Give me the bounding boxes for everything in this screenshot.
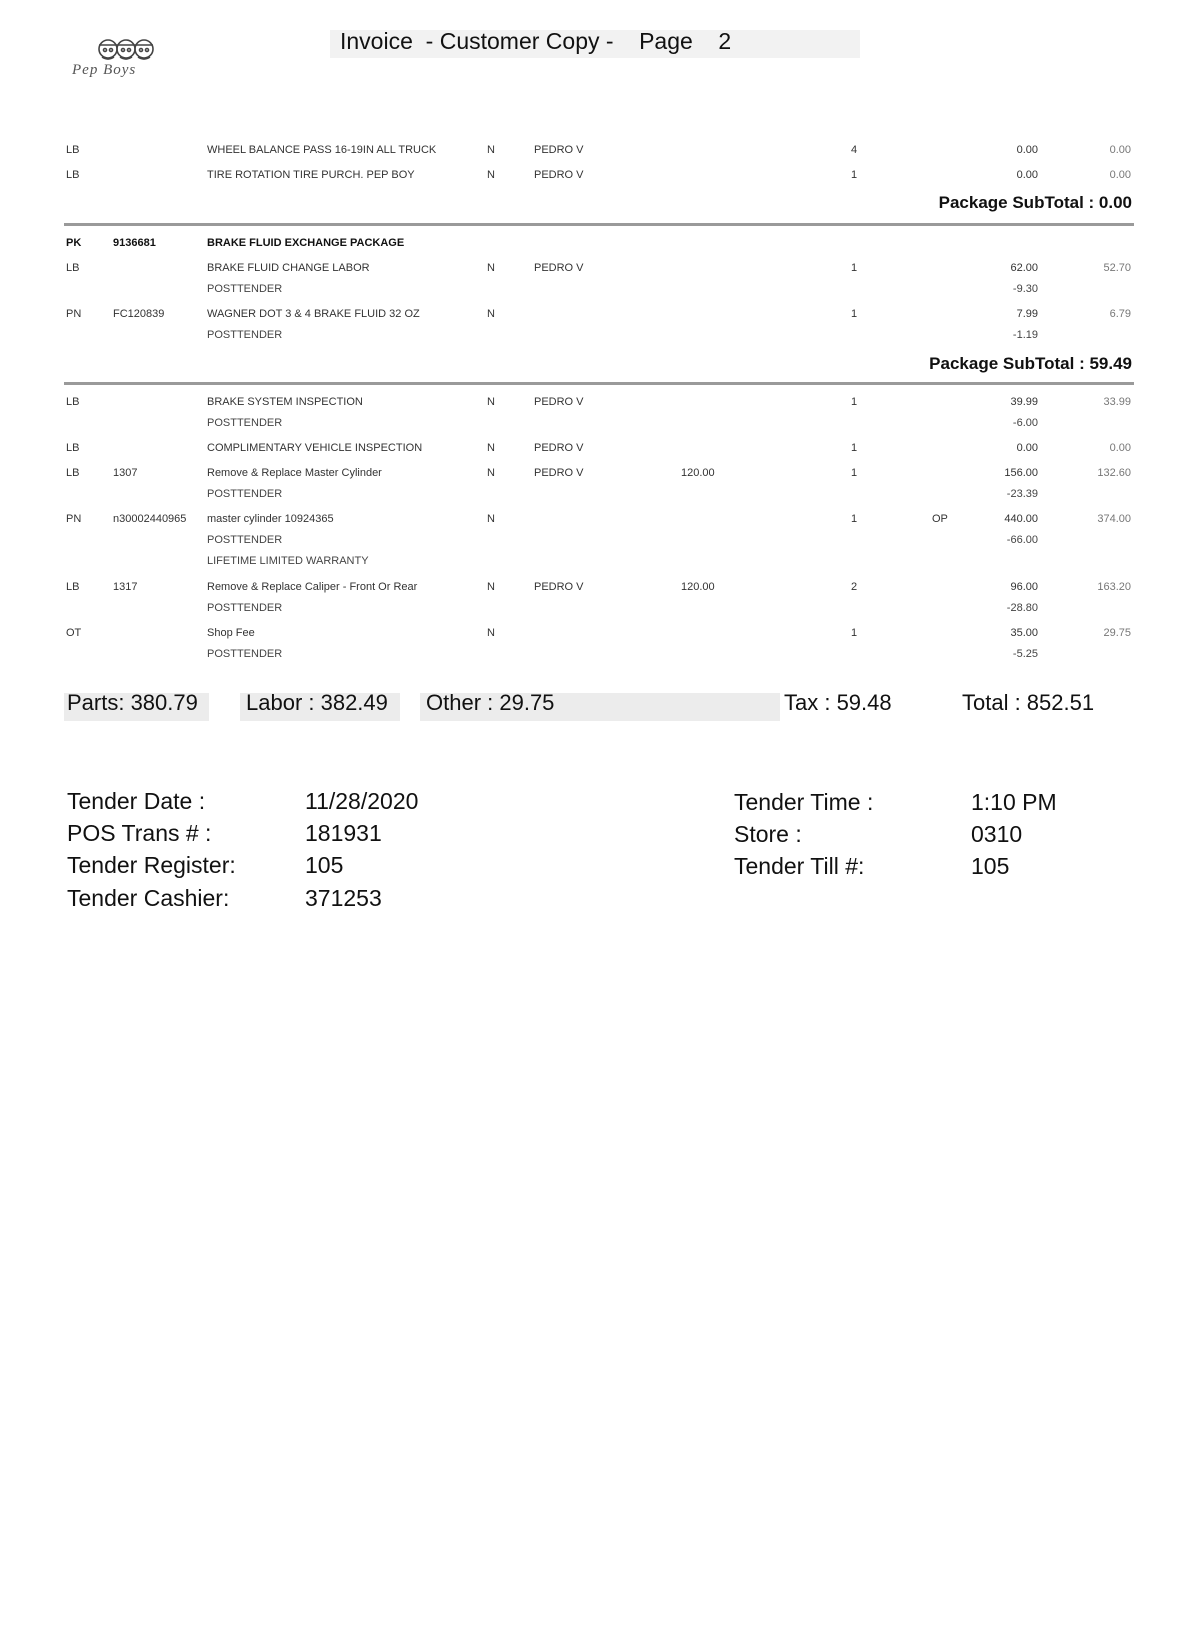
line-quantity: 1 <box>851 467 858 479</box>
line-item <box>0 627 1200 669</box>
line-price: 0.00 <box>1016 144 1038 156</box>
line-description: BRAKE FLUID CHANGE LABOR <box>207 262 370 274</box>
line-note: POSTTENDER <box>207 283 283 295</box>
line-discount: -6.00 <box>1012 417 1038 429</box>
line-note: POSTTENDER <box>207 417 283 429</box>
line-flag: N <box>487 396 495 408</box>
line-code: 9136681 <box>113 237 156 249</box>
line-item <box>0 442 1200 462</box>
line-technician: PEDRO V <box>534 467 584 479</box>
line-description: master cylinder 10924365 <box>207 513 334 525</box>
line-quantity: 2 <box>851 581 858 593</box>
line-note: POSTTENDER <box>207 602 283 614</box>
line-type: LB <box>66 169 80 181</box>
line-price: 35.00 <box>1010 627 1038 639</box>
line-code: 1307 <box>113 467 138 479</box>
line-price: 62.00 <box>1010 262 1038 274</box>
line-technician: PEDRO V <box>534 442 584 454</box>
line-quantity: 1 <box>851 627 858 639</box>
line-discount: -66.00 <box>1006 534 1038 546</box>
tender-time-label: Tender Time : <box>734 789 874 815</box>
line-flag: N <box>487 144 495 156</box>
line-note: POSTTENDER <box>207 488 283 500</box>
line-extended: 0.00 <box>1109 169 1131 181</box>
line-flag: N <box>487 467 495 479</box>
line-quantity: 1 <box>851 169 858 181</box>
line-technician: PEDRO V <box>534 396 584 408</box>
line-price: 440.00 <box>1004 513 1038 525</box>
line-description: Shop Fee <box>207 627 255 639</box>
line-item <box>0 581 1200 623</box>
line-description: Remove & Replace Caliper - Front Or Rear <box>207 581 418 593</box>
store-value: 0310 <box>971 821 1023 847</box>
line-warranty-note: LIFETIME LIMITED WARRANTY <box>207 555 369 567</box>
line-description: COMPLIMENTARY VEHICLE INSPECTION <box>207 442 423 454</box>
line-type: LB <box>66 442 80 454</box>
line-extended: 33.99 <box>1103 396 1131 408</box>
line-flag: N <box>487 169 495 181</box>
tender-date-label: Tender Date : <box>67 788 206 814</box>
line-technician: PEDRO V <box>534 262 584 274</box>
package-header-row <box>0 237 1200 257</box>
tender-register-label: Tender Register: <box>67 852 236 878</box>
line-flag: N <box>487 627 495 639</box>
line-code: 1317 <box>113 581 138 593</box>
line-description: Remove & Replace Master Cylinder <box>207 467 382 479</box>
pos-trans-label: POS Trans # : <box>67 820 212 846</box>
line-note: POSTTENDER <box>207 329 283 341</box>
grand-total: Total : 852.51 <box>962 690 1095 715</box>
package-subtotal: Package SubTotal : 59.49 <box>929 354 1132 373</box>
line-price: 0.00 <box>1016 442 1038 454</box>
line-type: LB <box>66 467 80 479</box>
line-description: WAGNER DOT 3 & 4 BRAKE FLUID 32 OZ <box>207 308 420 320</box>
logo-text: Pep Boys <box>72 62 137 78</box>
line-hours: 120.00 <box>681 581 715 593</box>
tender-cashier-label: Tender Cashier: <box>67 885 230 911</box>
line-flag: N <box>487 442 495 454</box>
parts-total: Parts: 380.79 <box>67 690 198 715</box>
line-description: BRAKE SYSTEM INSPECTION <box>207 396 363 408</box>
pos-trans-value: 181931 <box>305 820 382 846</box>
line-quantity: 1 <box>851 513 858 525</box>
line-price: 7.99 <box>1016 308 1038 320</box>
tender-cashier-value: 371253 <box>305 885 382 911</box>
line-extended: 0.00 <box>1109 144 1131 156</box>
line-quantity: 1 <box>851 396 858 408</box>
section-divider <box>64 223 1134 226</box>
line-item <box>0 396 1200 438</box>
other-total: Other : 29.75 <box>426 690 555 715</box>
line-price: 39.99 <box>1010 396 1038 408</box>
line-discount: -1.19 <box>1012 329 1038 341</box>
line-discount: -9.30 <box>1012 283 1038 295</box>
line-item <box>0 144 1200 164</box>
line-quantity: 1 <box>851 308 858 320</box>
line-price: 0.00 <box>1016 169 1038 181</box>
line-flag: N <box>487 513 495 525</box>
line-extended: 6.79 <box>1109 308 1131 320</box>
line-discount: -28.80 <box>1006 602 1038 614</box>
line-extended: 132.60 <box>1097 467 1131 479</box>
line-type: LB <box>66 144 80 156</box>
line-flag: N <box>487 308 495 320</box>
line-op-flag: OP <box>932 513 948 525</box>
line-code: n30002440965 <box>113 513 187 525</box>
package-subtotal: Package SubTotal : 0.00 <box>938 193 1132 212</box>
labor-total: Labor : 382.49 <box>246 690 388 715</box>
line-quantity: 1 <box>851 262 858 274</box>
line-description: TIRE ROTATION TIRE PURCH. PEP BOY <box>207 169 415 181</box>
page-title: Invoice - Customer Copy - Page 2 <box>340 28 732 54</box>
line-type: PK <box>66 237 82 249</box>
line-item <box>0 308 1200 350</box>
line-extended: 52.70 <box>1103 262 1131 274</box>
line-price: 96.00 <box>1010 581 1038 593</box>
line-description: WHEEL BALANCE PASS 16-19IN ALL TRUCK <box>207 144 437 156</box>
line-type: PN <box>66 513 82 525</box>
tender-till-label: Tender Till #: <box>734 853 865 879</box>
line-note: POSTTENDER <box>207 648 283 660</box>
line-note: POSTTENDER <box>207 534 283 546</box>
line-flag: N <box>487 581 495 593</box>
line-type: LB <box>66 262 80 274</box>
tender-time-value: 1:10 PM <box>971 789 1057 815</box>
tax-total: Tax : 59.48 <box>784 690 892 715</box>
tender-till-value: 105 <box>971 853 1010 879</box>
line-item <box>0 513 1200 576</box>
tender-register-value: 105 <box>305 852 344 878</box>
line-description: BRAKE FLUID EXCHANGE PACKAGE <box>207 237 405 249</box>
store-label: Store : <box>734 821 802 847</box>
line-discount: -5.25 <box>1012 648 1038 660</box>
section-divider <box>64 382 1134 385</box>
line-type: LB <box>66 396 80 408</box>
line-type: PN <box>66 308 82 320</box>
line-hours: 120.00 <box>681 467 715 479</box>
line-item <box>0 262 1200 304</box>
line-item <box>0 169 1200 189</box>
line-technician: PEDRO V <box>534 581 584 593</box>
tender-date-value: 11/28/2020 <box>305 788 419 814</box>
line-technician: PEDRO V <box>534 169 584 181</box>
line-type: LB <box>66 581 80 593</box>
line-discount: -23.39 <box>1006 488 1038 500</box>
line-type: OT <box>66 627 82 639</box>
line-technician: PEDRO V <box>534 144 584 156</box>
line-item <box>0 467 1200 509</box>
line-extended: 29.75 <box>1103 627 1131 639</box>
line-quantity: 4 <box>851 144 858 156</box>
line-price: 156.00 <box>1004 467 1038 479</box>
line-code: FC120839 <box>113 308 165 320</box>
line-flag: N <box>487 262 495 274</box>
line-extended: 374.00 <box>1097 513 1131 525</box>
line-quantity: 1 <box>851 442 858 454</box>
line-extended: 163.20 <box>1097 581 1131 593</box>
line-extended: 0.00 <box>1109 442 1131 454</box>
